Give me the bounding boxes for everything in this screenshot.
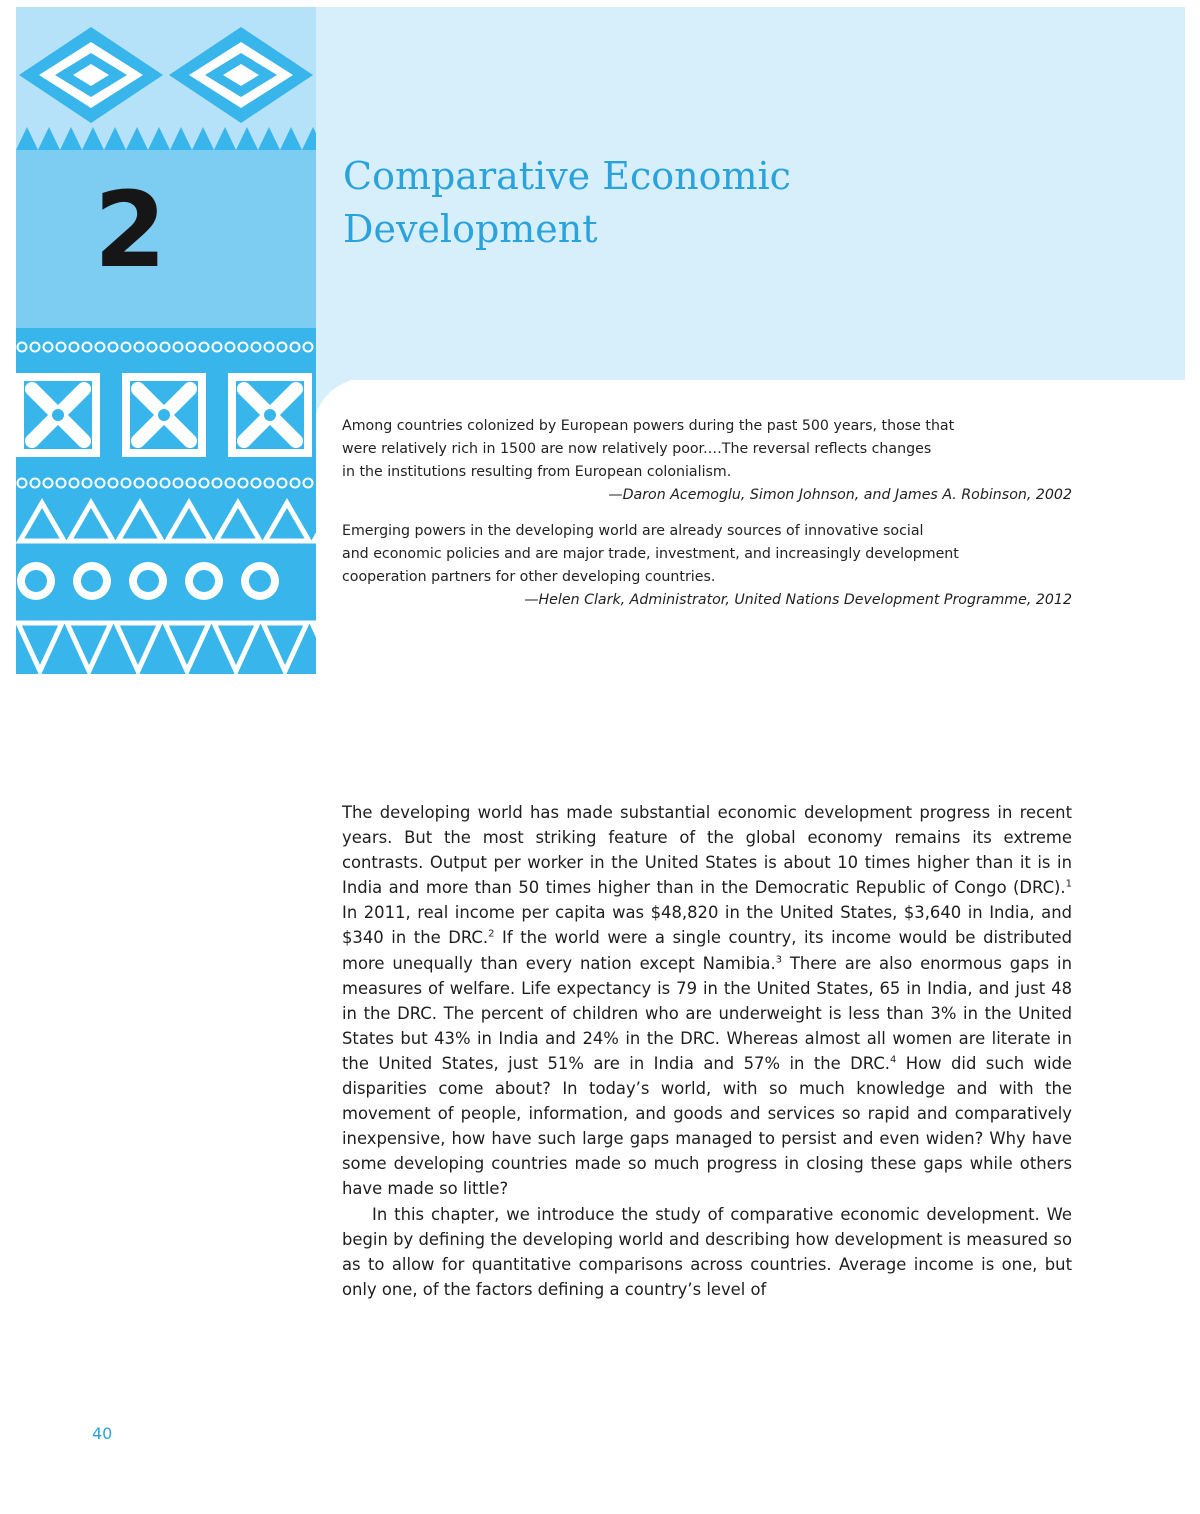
epigraph-1-line: in the institutions resulting from European colonialism. (342, 464, 732, 480)
footnote-ref-2[interactable]: 2 (488, 929, 495, 940)
circle-icon (25, 570, 47, 592)
header-curve (316, 340, 1185, 420)
circle-icon (81, 570, 103, 592)
epigraphs (342, 415, 1072, 612)
page-number: 40 (92, 1424, 113, 1443)
footnote-ref-3[interactable]: 3 (775, 954, 783, 966)
epigraph-1-attribution: —Daron Acemoglu, Simon Johnson, and James A. Robinson, 2002 (608, 487, 1072, 503)
chapter-title-line1: Comparative Economic (343, 154, 791, 198)
x-block-icon (52, 409, 64, 421)
circle-icon (137, 570, 159, 592)
epigraph-1-line: were relatively rich in 1500 are now relatively poor.…The reversal reflects changes (342, 441, 932, 457)
footnote-ref-4[interactable]: 4 (890, 1054, 897, 1066)
epigraph-1-line: Among countries colonized by European powers during the past 500 years, those that (342, 418, 955, 434)
body-text-run: The developing world has made substantial economic development progress in recent years. But the most striking feature of the global economy remains its extreme contrasts. Output per worker in the United States is about 10 times higher than it is in India and more than 50 times higher than in the Democratic Republic of Congo (DRC). (342, 803, 1072, 898)
circle-icon (249, 570, 271, 592)
body-text-run: In 2011, real income per capita was $48,820 in the United States, $3,640 in India, and $340 in the DRC. (342, 903, 1072, 948)
x-block-icon (158, 409, 170, 421)
body-paragraph-1 (342, 800, 1072, 1202)
circle-icon (193, 570, 215, 592)
chapter-number-panel (16, 150, 316, 328)
epigraph-2-line: cooperation partners for other developing countries. (342, 569, 716, 585)
chapter-body (342, 800, 1072, 1302)
epigraph-2-attribution: —Helen Clark, Administrator, United Nations Development Programme, 2012 (524, 592, 1072, 608)
x-block-icon (264, 409, 276, 421)
body-text-run: There are also enormous gaps in measures of welfare. Life expectancy is 79 in the United States, 65 in India, and just 48 in the DRC. The percent of children who are underweight is less than 3% in the United States but 43% in India and 24% in the DRC. Whereas almost all women are literate in the United States, just 51% are in India and 57% in the DRC. (342, 953, 1072, 1073)
decorative-pattern-panel (16, 7, 316, 674)
body-text-run: If the world were a single country, its income would be distributed more unequally than every nation except Namibia. (342, 928, 1072, 973)
footnote-ref-1[interactable]: 1 (1065, 878, 1072, 890)
chapter-title-line2: Development (343, 207, 598, 251)
chapter-title (343, 150, 791, 256)
body-text-run: How did such wide disparities come about? In today’s world, with so much knowledge and with the movement of people, information, and goods and services so rapid and comparatively inexpensive, how have such large gaps managed to persist and even widen? Why have some developing countries made so much progress in closing these gaps while others have made so little? (342, 1053, 1072, 1199)
epigraph-2-line: and economic policies and are major trade, investment, and increasingly development (342, 546, 959, 562)
chapter-number: 2 (94, 169, 165, 291)
body-paragraph-2: In this chapter, we introduce the study of comparative economic development. We begin by defining the developing world and describing how development is measured so as to allow for quantitative comparisons across countries. Average income is one, but only one, of the factors defining a country’s level of (342, 1204, 1072, 1299)
epigraph-2-line: Emerging powers in the developing world are already sources of innovative social (342, 523, 924, 539)
